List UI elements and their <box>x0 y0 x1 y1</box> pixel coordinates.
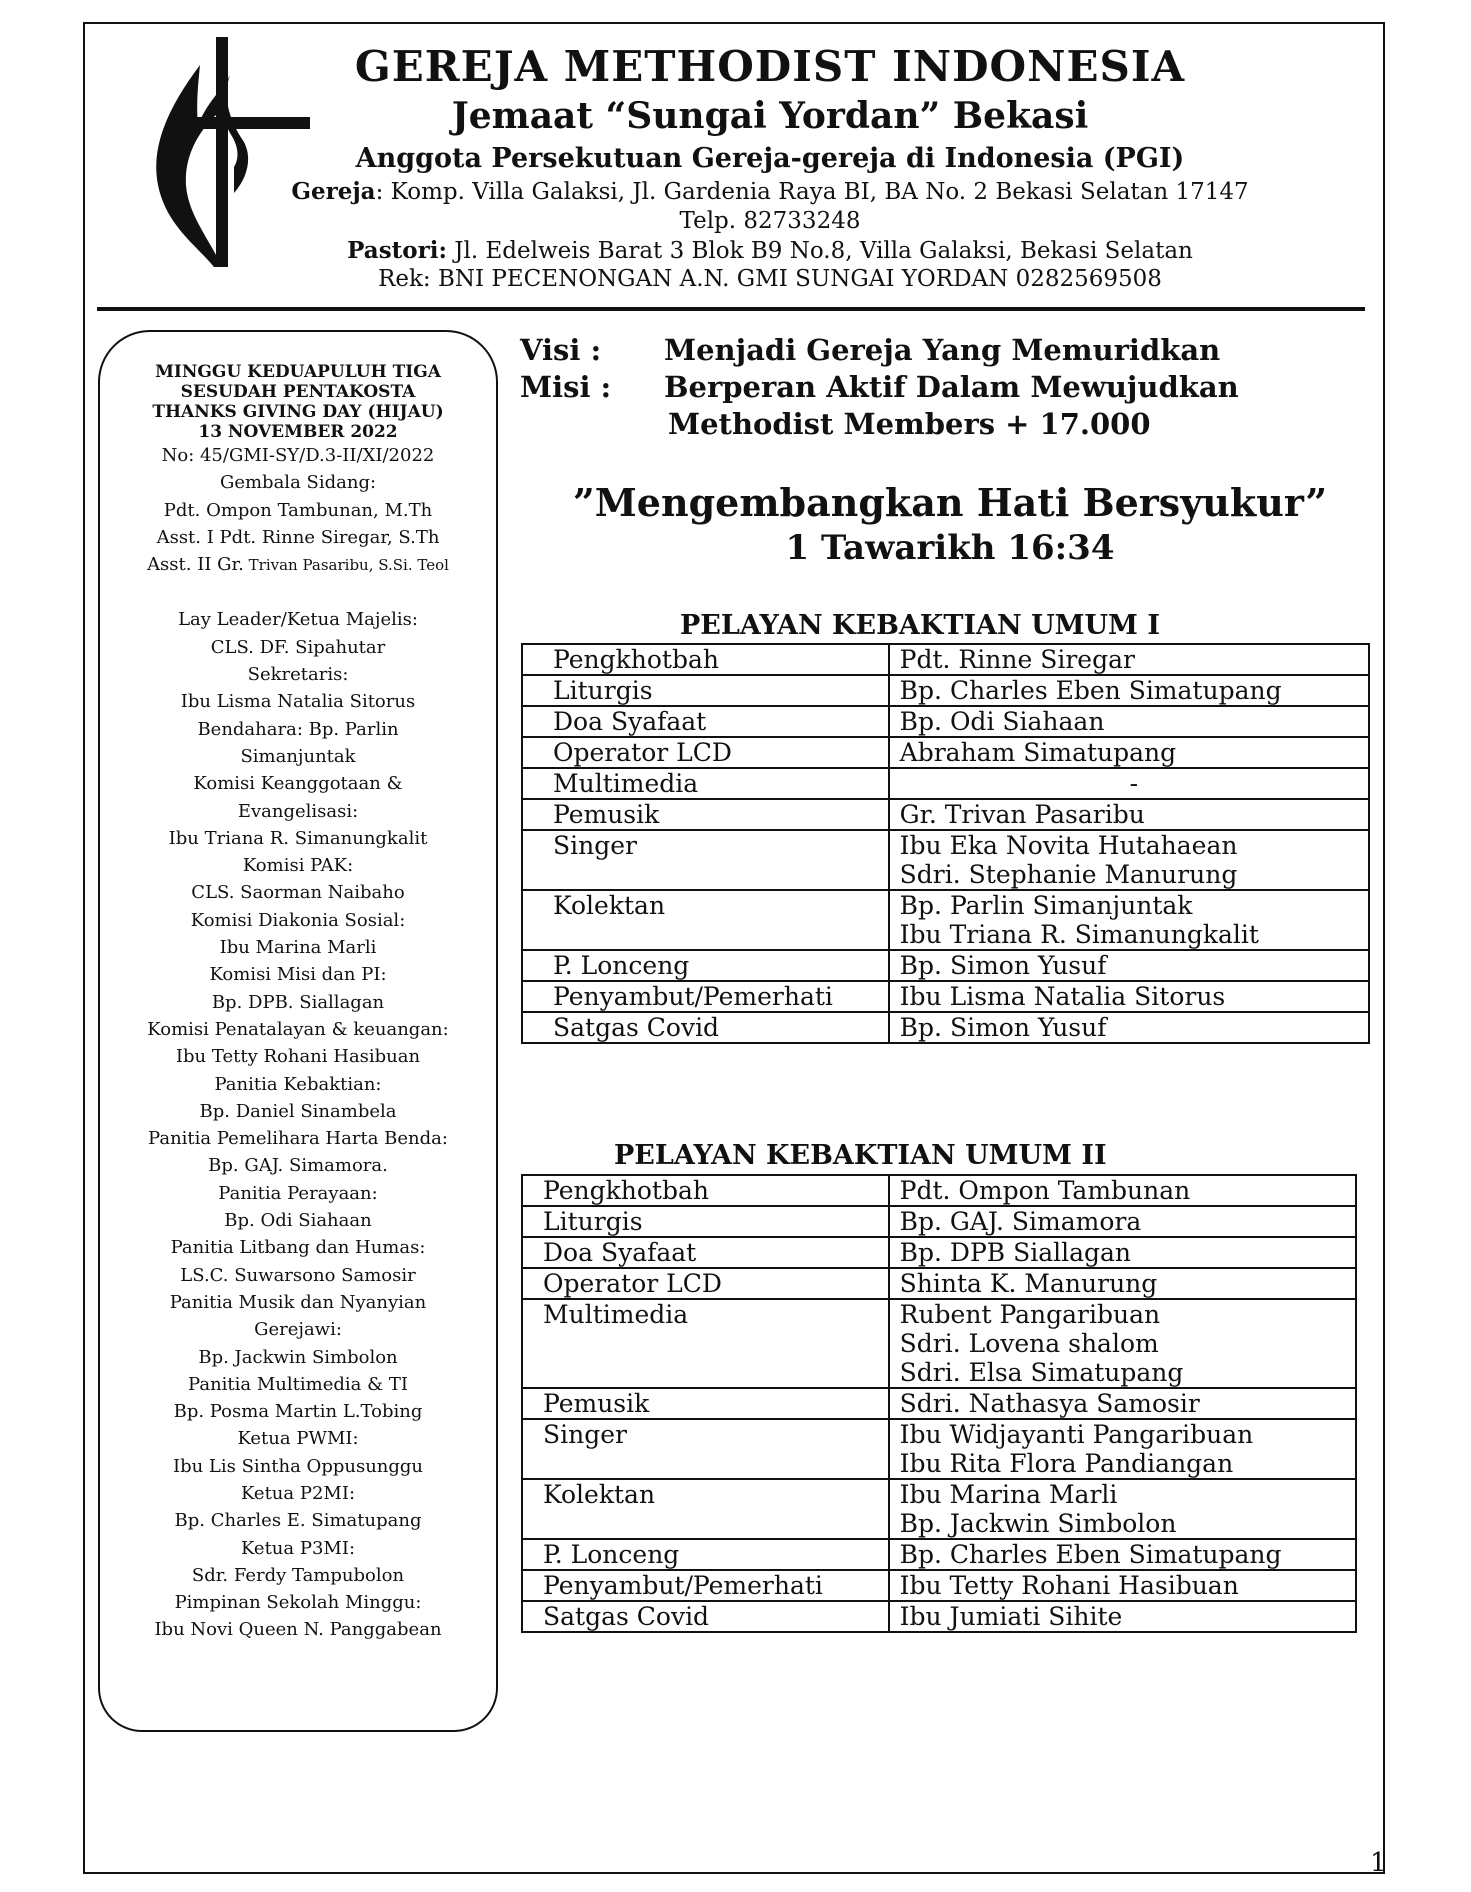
name-cell <box>889 1570 1356 1601</box>
officer-line: Panitia Perayaan: <box>218 1182 378 1204</box>
name-cell <box>889 1299 1356 1388</box>
officer-line: Komisi PAK: <box>242 855 354 877</box>
role-cell: Penyambut/Pemerhati <box>522 1570 889 1601</box>
server-name: Bp. Parlin Simanjuntak <box>899 891 1193 920</box>
name-cell <box>889 1479 1356 1539</box>
server-name: Sdri. Stephanie Manurung <box>899 860 1238 889</box>
church-address: Gereja: Komp. Villa Galaksi, Jl. Gardenia Raya BI, BA No. 2 Bekasi Selatan 17147 <box>291 178 1249 205</box>
name-cell <box>889 1175 1356 1206</box>
server-name: Abraham Simatupang <box>899 738 1177 767</box>
name-cell <box>889 675 1369 706</box>
table-row <box>522 950 1369 981</box>
officer-line: Bendahara: Bp. Parlin <box>197 718 399 740</box>
name-cell <box>889 1419 1356 1479</box>
table-row <box>522 1268 1356 1299</box>
sidebar-heading-line: THANKS GIVING DAY (HIJAU) <box>152 402 444 422</box>
officer-line: Bp. GAJ. Simamora. <box>208 1155 388 1177</box>
bank-account: Rek: BNI PECENONGAN A.N. GMI SUNGAI YORDAN 0282569508 <box>378 266 1162 292</box>
officer-line: Bp. Odi Siahaan <box>224 1210 372 1232</box>
officer-line: Simanjuntak <box>240 745 356 767</box>
server-name: Pdt. Rinne Siregar <box>899 645 1135 674</box>
pastori-address: Pastori: Jl. Edelweis Barat 3 Blok B9 No.8, Villa Galaksi, Bekasi Selatan <box>347 237 1193 264</box>
name-cell <box>889 950 1369 981</box>
officer-line: Komisi Penatalayan & keuangan: <box>147 1018 449 1040</box>
misi-text-2: Methodist Members + 17.000 <box>668 407 1151 441</box>
table-row <box>522 1237 1356 1268</box>
officer-line: Ibu Novi Queen N. Panggabean <box>154 1619 442 1641</box>
server-name: Sdri. Lovena shalom <box>899 1329 1159 1358</box>
officer-line: Bp. Posma Martin L.Tobing <box>173 1401 423 1423</box>
misi-label: Misi : <box>520 370 612 404</box>
server-name: Bp. DPB Siallagan <box>899 1238 1132 1267</box>
server-name: Shinta K. Manurung <box>899 1269 1158 1298</box>
server-name: Bp. Simon Yusuf <box>899 1013 1107 1042</box>
name-cell <box>889 1268 1356 1299</box>
name-cell <box>889 981 1369 1012</box>
role-cell: Multimedia <box>522 1299 889 1388</box>
table-row <box>522 799 1369 830</box>
server-name: Sdri. Nathasya Samosir <box>899 1389 1200 1418</box>
role-cell: Satgas Covid <box>522 1601 889 1632</box>
role-cell: Liturgis <box>522 675 889 706</box>
server-name: - <box>1129 769 1139 798</box>
server-name: Bp. Charles Eben Simatupang <box>899 676 1282 705</box>
role-cell: Pemusik <box>522 1388 889 1419</box>
officer-line: CLS. DF. Sipahutar <box>210 636 386 658</box>
officer-line: Panitia Pemelihara Harta Benda: <box>148 1128 448 1150</box>
officer-line: Panitia Musik dan Nyanyian <box>169 1291 427 1313</box>
header-divider <box>97 307 1365 311</box>
sidebar-heading-line: MINGGU KEDUAPULUH TIGA <box>155 362 441 382</box>
role-cell: P. Lonceng <box>522 1539 889 1570</box>
table-row <box>522 830 1369 890</box>
role-cell: Pengkhotbah <box>522 644 889 675</box>
officer-line: Ibu Marina Marli <box>219 937 377 959</box>
server-name: Ibu Lisma Natalia Sitorus <box>899 982 1226 1011</box>
sidebar-heading-line: SESUDAH PENTAKOSTA <box>180 382 416 402</box>
name-cell <box>889 768 1369 799</box>
table-row <box>522 1479 1356 1539</box>
name-cell <box>889 1601 1356 1632</box>
name-cell <box>889 830 1369 890</box>
officer-line: Sekretaris: <box>247 664 349 686</box>
server-name: Bp. Odi Siahaan <box>899 707 1105 736</box>
server-name: Bp. Simon Yusuf <box>899 951 1107 980</box>
officer-line: Bp. DPB. Siallagan <box>211 991 385 1013</box>
officer-line: LS.C. Suwarsono Samosir <box>180 1264 416 1286</box>
assistant-2: Asst. II Gr. Trivan Pasaribu, S.Si. Teol <box>147 554 449 576</box>
server-name: Sdri. Elsa Simatupang <box>899 1358 1184 1387</box>
role-cell: Pengkhotbah <box>522 1175 889 1206</box>
server-name: Ibu Eka Novita Hutahaean <box>899 831 1238 860</box>
role-cell: Doa Syafaat <box>522 706 889 737</box>
officer-line: Ketua P2MI: <box>240 1482 356 1504</box>
role-cell: Kolektan <box>522 1479 889 1539</box>
membership-line: Anggota Persekutuan Gereja-gereja di Indonesia (PGI) <box>355 143 1185 174</box>
visi-text: Menjadi Gereja Yang Memuridkan <box>664 333 1221 367</box>
officer-line: Ibu Tetty Rohani Hasibuan <box>175 1046 421 1068</box>
officers-list <box>110 606 486 1643</box>
visi-label: Visi : <box>520 333 602 367</box>
name-cell <box>889 1012 1369 1043</box>
sidebar-content <box>110 362 486 1644</box>
congregation-name: Jemaat “Sungai Yordan” Bekasi <box>451 95 1089 137</box>
role-cell: Multimedia <box>522 768 889 799</box>
service1-table <box>521 643 1370 1044</box>
server-name: Bp. GAJ. Simamora <box>899 1207 1142 1236</box>
officer-line: Ibu Lis Sintha Oppusunggu <box>172 1455 424 1477</box>
server-name: Ibu Tetty Rohani Hasibuan <box>899 1571 1239 1600</box>
role-cell: Doa Syafaat <box>522 1237 889 1268</box>
table-row <box>522 890 1369 950</box>
server-name: Ibu Rita Flora Pandiangan <box>899 1449 1234 1478</box>
server-name: Bp. Charles Eben Simatupang <box>899 1540 1282 1569</box>
officer-line: Pimpinan Sekolah Minggu: <box>174 1592 422 1614</box>
role-cell: Kolektan <box>522 890 889 950</box>
officer-line: Bp. Daniel Sinambela <box>199 1100 397 1122</box>
name-cell <box>889 799 1369 830</box>
name-cell <box>889 1388 1356 1419</box>
church-title: GEREJA METHODIST INDONESIA <box>354 42 1186 91</box>
table-row <box>522 768 1369 799</box>
officer-line: Bp. Jackwin Simbolon <box>198 1346 398 1368</box>
name-cell <box>889 1539 1356 1570</box>
table-row <box>522 706 1369 737</box>
role-cell: Pemusik <box>522 799 889 830</box>
role-cell: Liturgis <box>522 1206 889 1237</box>
name-cell <box>889 1206 1356 1237</box>
theme-verse: 1 Tawarikh 16:34 <box>785 528 1115 568</box>
table-row <box>522 981 1369 1012</box>
name-cell <box>889 890 1369 950</box>
officer-line: Ketua PWMI: <box>237 1428 359 1450</box>
table-row <box>522 737 1369 768</box>
name-cell <box>889 737 1369 768</box>
role-cell: Operator LCD <box>522 737 889 768</box>
role-cell: Operator LCD <box>522 1268 889 1299</box>
officer-line: Panitia Multimedia & TI <box>188 1373 408 1395</box>
gembala-label: Gembala Sidang: <box>219 472 377 494</box>
table-row <box>522 675 1369 706</box>
phone: Telp. 82733248 <box>679 208 861 234</box>
role-cell: Satgas Covid <box>522 1012 889 1043</box>
table-row <box>522 1419 1356 1479</box>
officer-line: CLS. Saorman Naibaho <box>191 882 405 904</box>
officer-line: Lay Leader/Ketua Majelis: <box>178 609 418 631</box>
table-row <box>522 644 1369 675</box>
server-name: Ibu Triana R. Simanungkalit <box>899 920 1259 949</box>
officer-line: Ketua P3MI: <box>240 1537 356 1559</box>
server-name: Bp. Jackwin Simbolon <box>899 1509 1177 1538</box>
service2-title: PELAYAN KEBAKTIAN UMUM II <box>614 1140 1107 1171</box>
officer-line: Bp. Charles E. Simatupang <box>174 1510 422 1532</box>
table-row <box>522 1175 1356 1206</box>
officer-line: Panitia Kebaktian: <box>214 1073 382 1095</box>
officer-line: Komisi Diakonia Sosial: <box>190 909 406 931</box>
role-cell: Singer <box>522 830 889 890</box>
sidebar-date: 13 NOVEMBER 2022 <box>198 422 398 442</box>
table-row <box>522 1570 1356 1601</box>
table-row <box>522 1388 1356 1419</box>
role-cell: P. Lonceng <box>522 950 889 981</box>
table-row <box>522 1299 1356 1388</box>
theme-title: ”Mengembangkan Hati Bersyukur” <box>572 480 1328 525</box>
server-name: Gr. Trivan Pasaribu <box>899 800 1145 829</box>
misi-text: Berperan Aktif Dalam Mewujudkan <box>664 370 1239 404</box>
server-name: Ibu Marina Marli <box>899 1480 1118 1509</box>
officer-line: Ibu Triana R. Simanungkalit <box>168 827 428 849</box>
officer-line: Ibu Lisma Natalia Sitorus <box>180 691 416 713</box>
name-cell <box>889 706 1369 737</box>
service2-table <box>521 1174 1357 1633</box>
officer-line: Komisi Keanggotaan & <box>193 773 403 795</box>
table-row <box>522 1206 1356 1237</box>
server-name: Pdt. Ompon Tambunan <box>899 1176 1191 1205</box>
gembala-name: Pdt. Ompon Tambunan, M.Th <box>163 499 433 521</box>
name-cell <box>889 1237 1356 1268</box>
officer-line: Evangelisasi: <box>237 800 359 822</box>
table-row <box>522 1601 1356 1632</box>
table-row <box>522 1539 1356 1570</box>
assistant-1: Asst. I Pdt. Rinne Siregar, S.Th <box>156 526 440 548</box>
server-name: Ibu Jumiati Sihite <box>899 1602 1123 1631</box>
server-name: Ibu Widjayanti Pangaribuan <box>899 1420 1254 1449</box>
role-cell: Singer <box>522 1419 889 1479</box>
bulletin-number: No: 45/GMI-SY/D.3-II/XI/2022 <box>161 445 435 466</box>
role-cell: Penyambut/Pemerhati <box>522 981 889 1012</box>
table-row <box>522 1012 1369 1043</box>
page-number: 1 <box>1370 1848 1387 1878</box>
service1-title: PELAYAN KEBAKTIAN UMUM I <box>680 610 1160 641</box>
officer-line: Sdr. Ferdy Tampubolon <box>191 1564 405 1586</box>
officer-line: Komisi Misi dan PI: <box>209 964 387 986</box>
officer-line: Gerejawi: <box>254 1319 342 1341</box>
server-name: Rubent Pangaribuan <box>899 1300 1161 1329</box>
officer-line: Panitia Litbang dan Humas: <box>170 1237 426 1259</box>
name-cell <box>889 644 1369 675</box>
